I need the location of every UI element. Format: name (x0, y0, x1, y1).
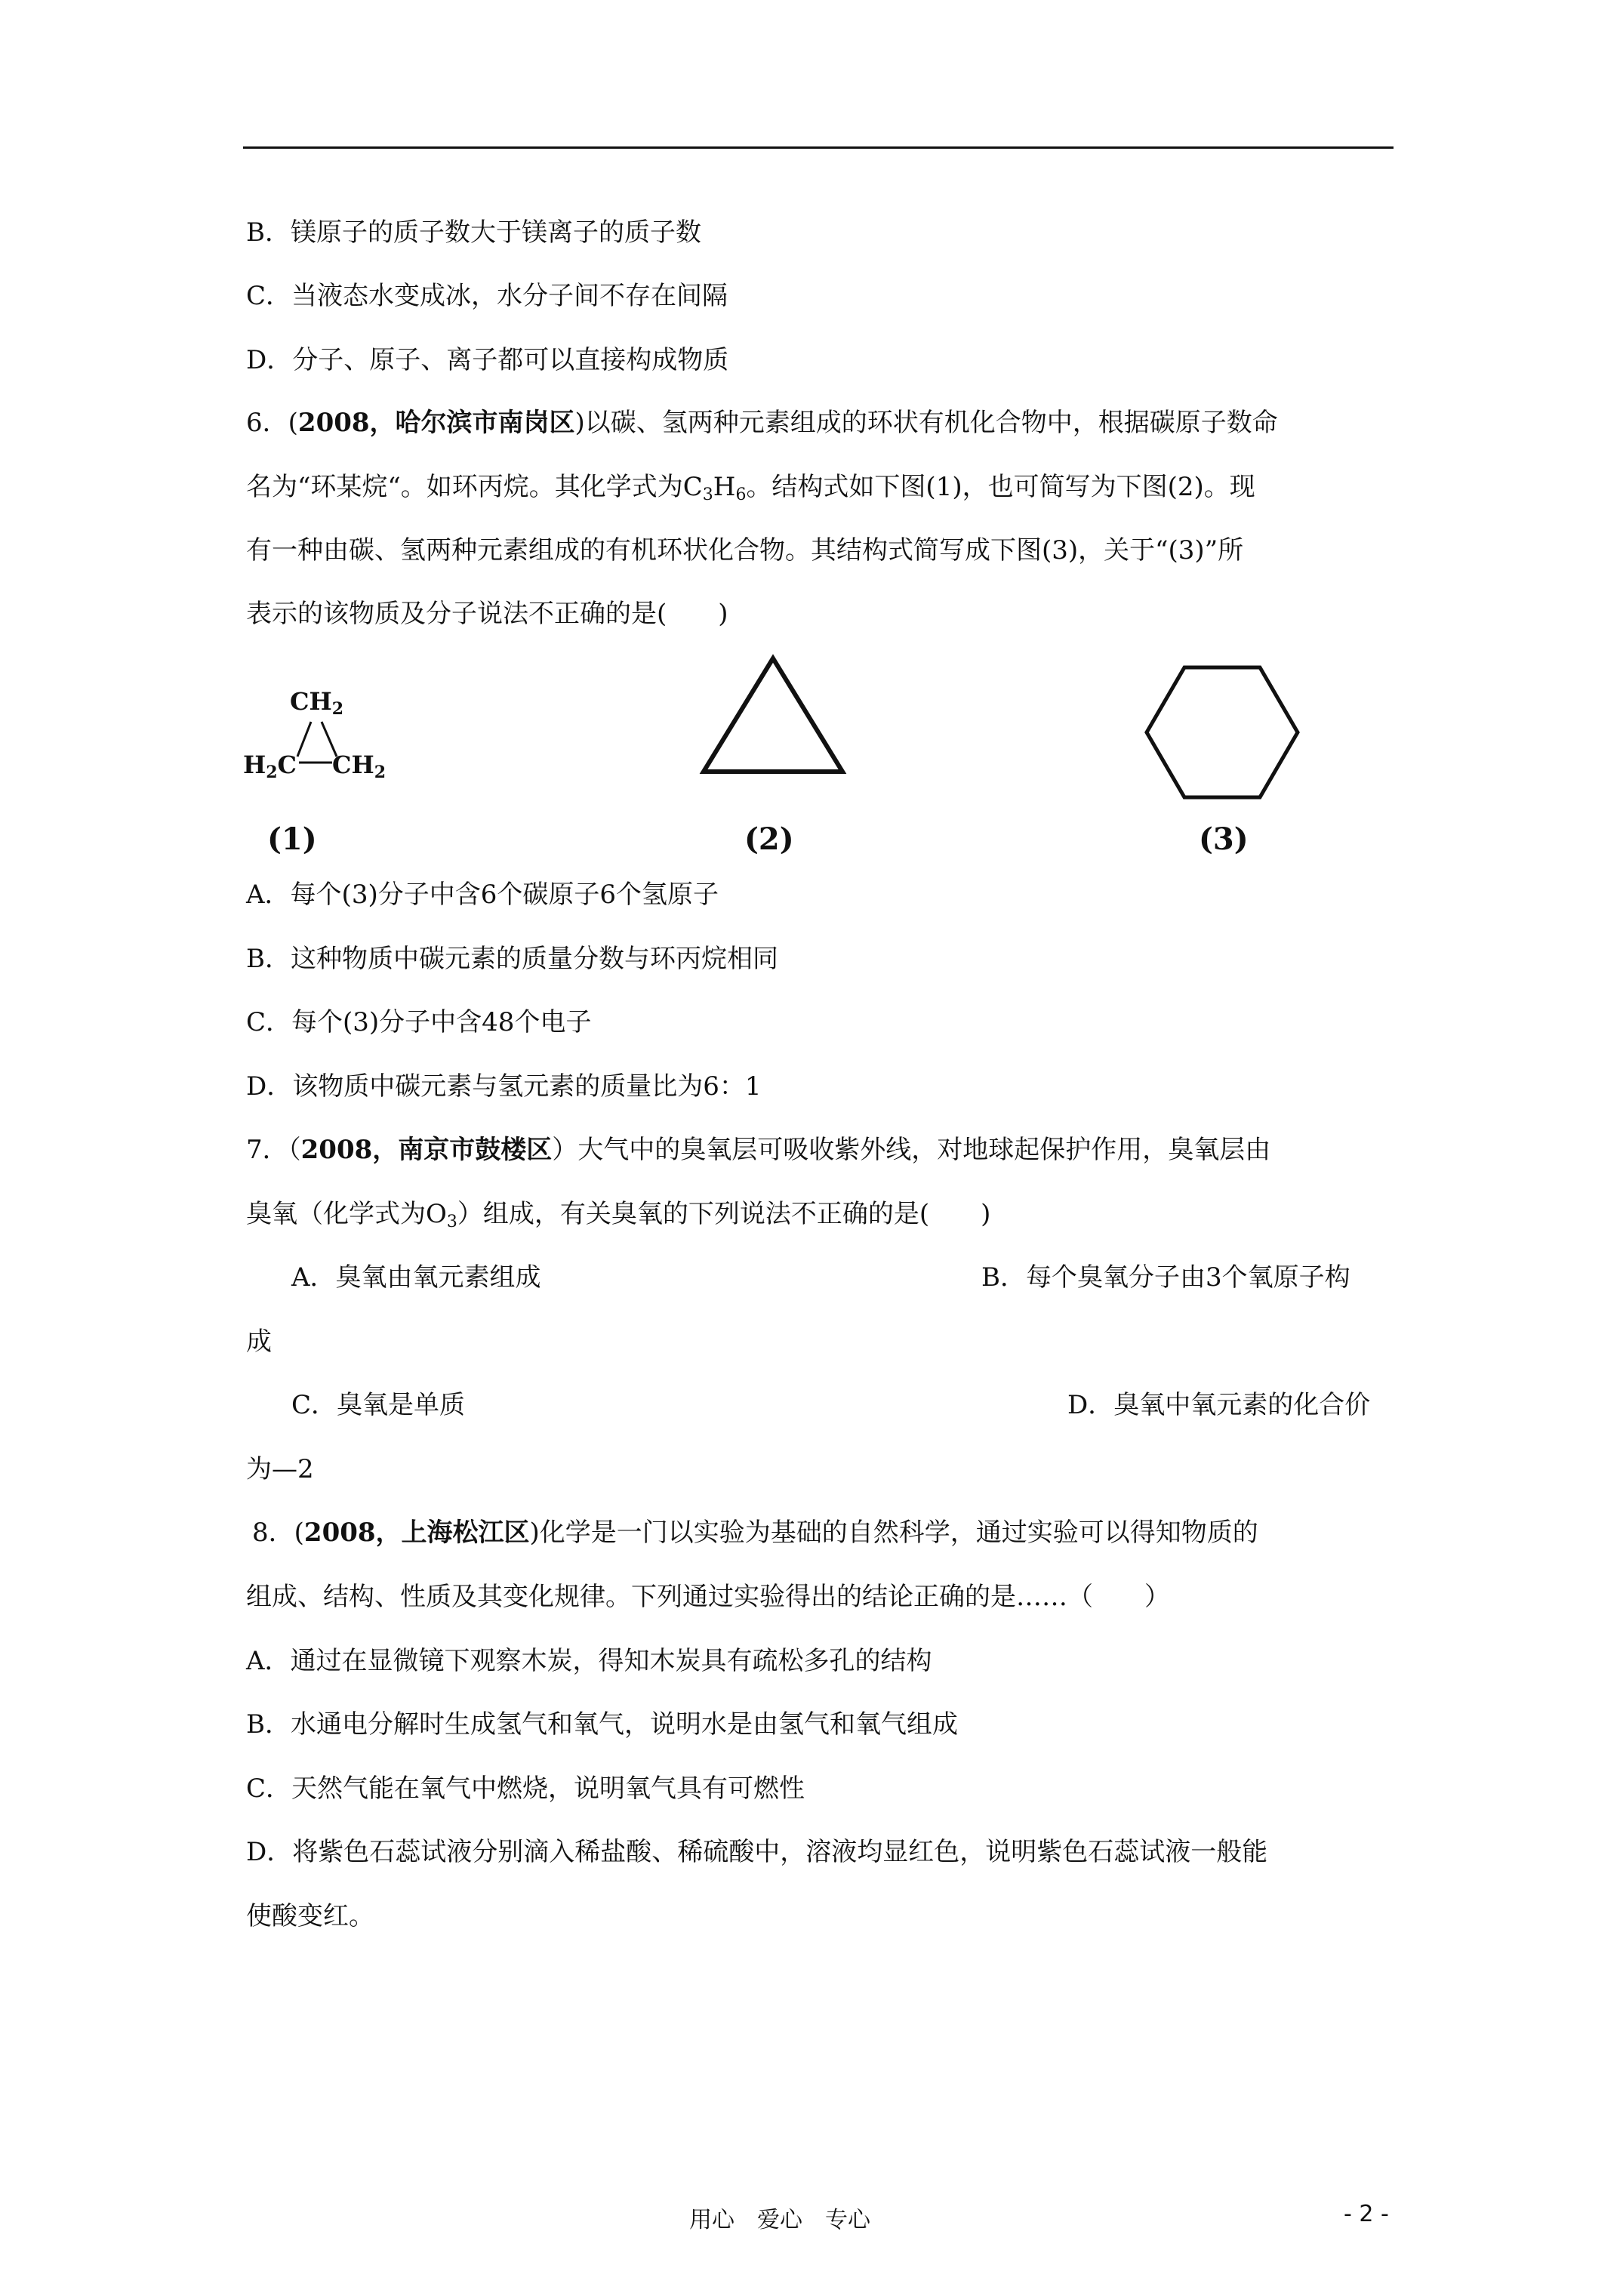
q7-line-1 (246, 1133, 1270, 1166)
subscript: 3 (702, 485, 713, 504)
formula-text: CH (290, 687, 332, 716)
q8-number: 8．( (252, 1518, 304, 1548)
q6-text: )以碳、氢两种元素组成的环状有机化合物中，根据碳原子数命 (574, 408, 1278, 438)
q7-number: 7．（ (246, 1135, 301, 1165)
q7-option-a: A．臭氧由氧元素组成 (291, 1262, 541, 1293)
q6-text: 名为“环某烷“。如环丙烷。其化学式为C (246, 472, 703, 502)
subscript: 2 (266, 763, 278, 782)
q6-text: H (713, 472, 736, 502)
q7-option-d-continued: 为—2 (246, 1454, 314, 1484)
q7-option-b-continued: 成 (246, 1327, 272, 1357)
q6-text: 。结构式如下图(1)，也可简写为下图(2)。现 (746, 472, 1255, 502)
q6-line-1 (246, 406, 1278, 439)
q6-line-4: 表示的该物质及分子说法不正确的是( ) (246, 599, 728, 629)
q5-option-d: D．分子、原子、离子都可以直接构成物质 (246, 345, 729, 375)
q6-option-a: A．每个(3)分子中含6个碳原子6个氢原子 (246, 880, 719, 910)
figure-3-hexagon (1140, 657, 1306, 808)
q8-source: 2008，上海松江区 (303, 1518, 530, 1548)
q7-option-b: B．每个臭氧分子由3个氧原子构 (981, 1262, 1350, 1293)
q8-option-d: D．将紫色石蕊试液分别滴入稀盐酸、稀硫酸中，溶液均显红色，说明紫色石蕊试液一般能 (246, 1837, 1268, 1867)
q7-option-c: C．臭氧是单质 (291, 1390, 466, 1420)
q5-option-b: B．镁原子的质子数大于镁离子的质子数 (246, 217, 701, 248)
q5-option-c: C．当液态水变成冰，水分子间不存在间隔 (246, 281, 728, 311)
figure-2-triangle (694, 649, 853, 785)
q6-number: 6．( (246, 408, 298, 438)
figure-2-label: (2) (744, 821, 794, 857)
q8-option-d-continued: 使酸变红。 (246, 1901, 374, 1931)
q8-text: )化学是一门以实验为基础的自然科学，通过实验可以得知物质的 (529, 1518, 1258, 1548)
q6-line-3: 有一种由碳、氢两种元素组成的有机环状化合物。其结构式简写成下图(3)，关于“(3)”所 (246, 535, 1244, 566)
subscript: 6 (735, 485, 747, 504)
q6-source: 2008，哈尔滨市南岗区 (297, 408, 575, 438)
q6-line-2 (246, 470, 1255, 504)
q7-option-d: D．臭氧中氧元素的化合价 (1067, 1390, 1371, 1420)
q8-line-1 (252, 1516, 1258, 1549)
q8-option-b: B．水通电分解时生成氢气和氧气，说明水是由氢气和氧气组成 (246, 1709, 958, 1740)
subscript: 2 (374, 763, 387, 782)
q6-option-d: D．该物质中碳元素与氢元素的质量比为6：1 (246, 1071, 762, 1102)
q8-option-c: C．天然气能在氧气中燃烧，说明氧气具有可燃性 (246, 1774, 805, 1804)
bond-lines (243, 687, 394, 800)
q7-line-2 (246, 1197, 990, 1231)
q8-line-2: 组成、结构、性质及其变化规律。下列通过实验得出的结论正确的是……（ ） (246, 1582, 1170, 1612)
q7-source: 2008，南京市鼓楼区 (300, 1135, 553, 1165)
figure-1-label: (1) (267, 821, 317, 857)
q7-text: ）组成，有关臭氧的下列说法不正确的是( ) (457, 1199, 991, 1229)
figure-1-cyclopropane-formula (243, 687, 394, 800)
q7-text: ）大气中的臭氧层可吸收紫外线，对地球起保护作用，臭氧层由 (552, 1135, 1271, 1165)
formula-text: H (243, 750, 266, 779)
q6-option-c: C．每个(3)分子中含48个电子 (246, 1007, 592, 1037)
page-number: - 2 - (1344, 2201, 1389, 2227)
h2c-left (243, 750, 297, 782)
q6-option-b: B．这种物质中碳元素的质量分数与环丙烷相同 (246, 944, 778, 974)
ch2-right (332, 750, 387, 782)
footer-motto: 用心 爱心 专心 (689, 2207, 870, 2233)
subscript: 2 (331, 699, 344, 719)
formula-text: CH (332, 750, 374, 779)
subscript: 3 (446, 1213, 457, 1231)
q7-text: 臭氧（化学式为O (246, 1199, 447, 1229)
header-rule (243, 146, 1394, 149)
formula-text: C (277, 750, 297, 779)
q8-option-a: A．通过在显微镜下观察木炭，得知木炭具有疏松多孔的结构 (246, 1646, 932, 1676)
figure-3-label: (3) (1199, 821, 1249, 857)
